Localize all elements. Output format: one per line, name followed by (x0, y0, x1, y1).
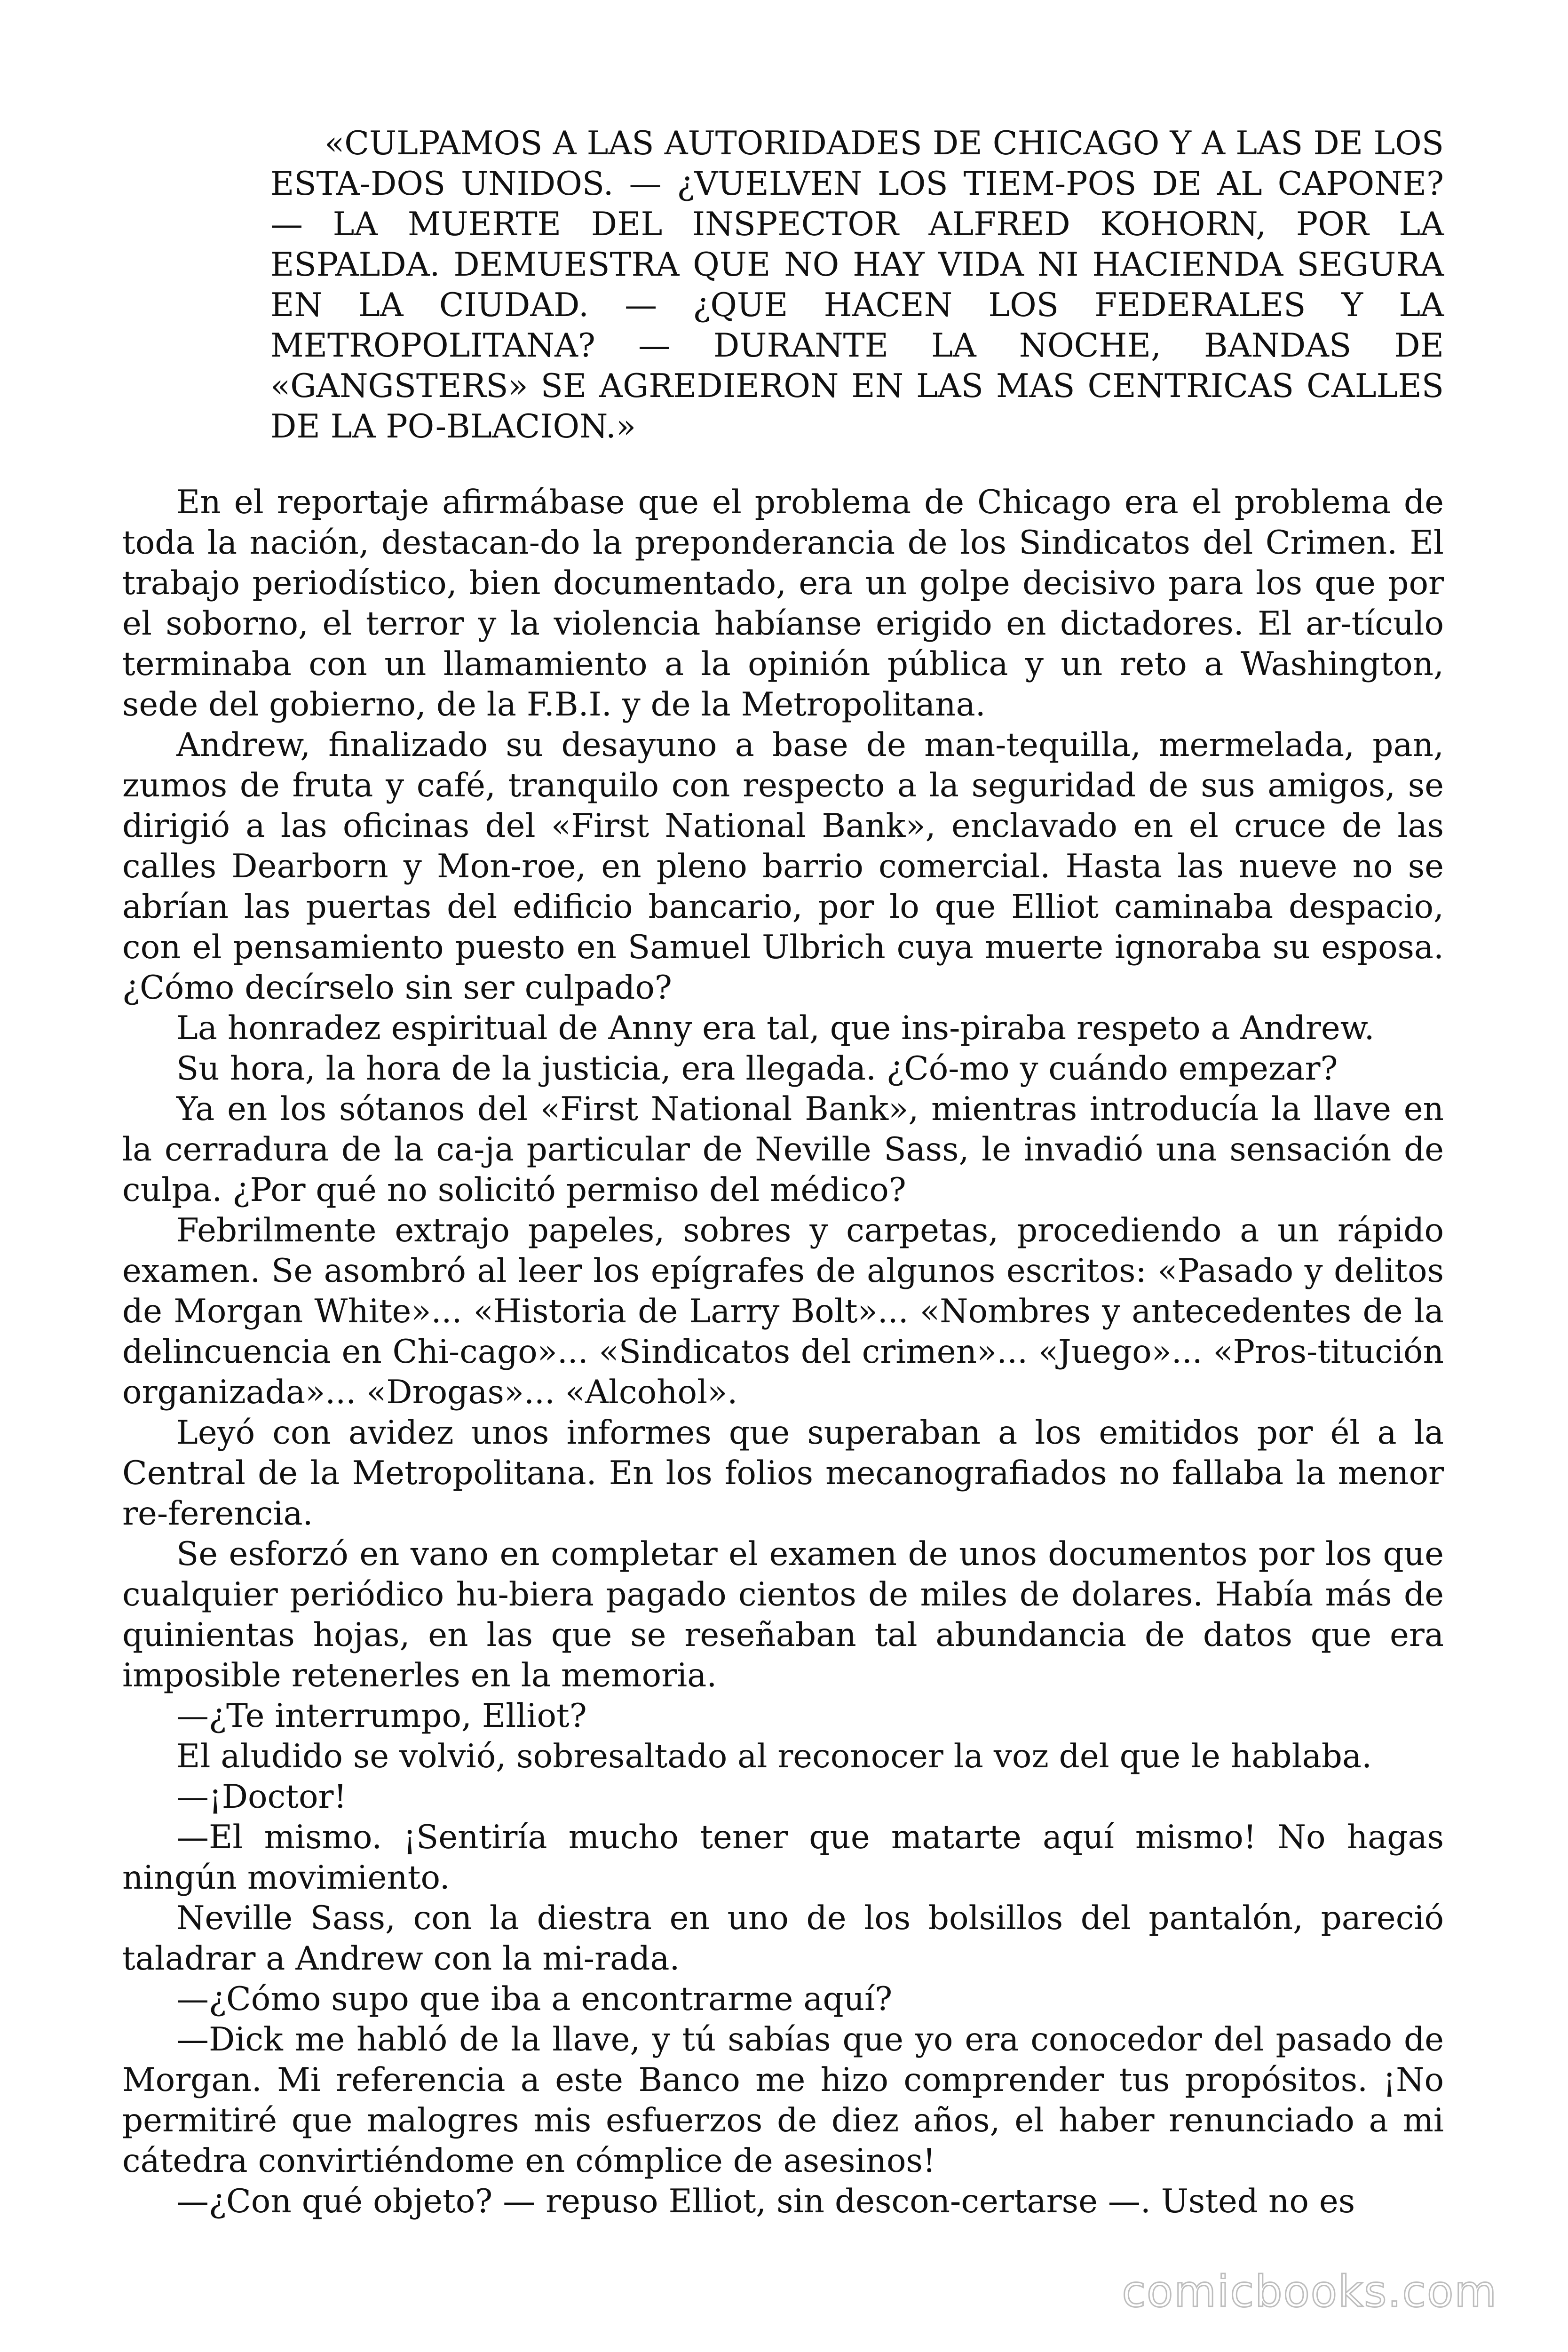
paragraph: El aludido se volvió, sobresaltado al reconocer la voz del que le hablaba. (176, 1738, 1372, 1775)
paragraph: En el reportaje afirmábase que el problema de Chicago era el problema de toda la nación, destacan-do la preponderancia de los Sindicatos del Crimen. El trabajo periodístico, bien documentado, era un golpe decisivo para los que por el soborno, el terror y la violencia habíanse erigido en dictadores. El ar-tículo terminaba con un llamamiento a la opinión pública y un reto a Washington, sede del gobierno, de la F.B.I. y de la Metropolitana. (122, 484, 1444, 723)
watermark: comicbooks.com (1122, 2266, 1497, 2317)
dialogue-line: —¿Cómo supo que iba a encontrarme aquí? (176, 1980, 893, 2018)
dialogue-line: —Dick me habló de la llave, y tú sabías que yo era conocedor del pasado de Morgan. Mi referencia a este Banco me hizo comprender tus propósitos. ¡No permitiré que malogres mis esfuerzos de diez años, el haber renunciado a mi cátedra convirtiéndome en cómplice de asesinos! (122, 2021, 1444, 2180)
paragraph: Ya en los sótanos del «First National Bank», mientras introducía la llave en la cerradura de la ca-ja particular de Neville Sass, le invadió una sensación de culpa. ¿Por qué no solicitó permiso del médico? (122, 1090, 1444, 1209)
paragraph: Neville Sass, con la diestra en uno de los bolsillos del pantalón, pareció taladrar a Andrew con la mi-rada. (122, 1899, 1444, 1978)
newspaper-headline-quote: «CULPAMOS A LAS AUTORIDADES DE CHICAGO Y A LAS DE LOS ESTA-DOS UNIDOS. — ¿VUELVEN LOS TIEM-POS DE AL CAPONE? — LA MUERTE DEL INSPECTOR ALFRED KOHORN, POR LA ESPALDA. DEMUESTRA QUE NO HAY VIDA NI HACIENDA SEGURA EN LA CIUDAD. — ¿QUE HACEN LOS FEDERALES Y LA METROPOLITANA? — DURANTE LA NOCHE, BANDAS DE «GANGSTERS» SE AGREDIERON EN LAS MAS CENTRICAS CALLES DE LA PO-BLACION.» (270, 125, 1444, 445)
dialogue-line: —¡Doctor! (176, 1778, 347, 1816)
dialogue-line: —¿Con qué objeto? — repuso Elliot, sin descon-certarse —. Usted no es (176, 2183, 1355, 2220)
paragraph: Febrilmente extrajo papeles, sobres y carpetas, procediendo a un rápido examen. Se asombró al leer los epígrafes de algunos escritos: «Pasado y delitos de Morgan White»... «Historia de Larry Bolt»... «Nombres y antecedentes de la delincuencia en Chi-cago»... «Sindicatos del crimen»... «Juego»... «Pros-titución organizada»... «Drogas»... «Alcohol». (122, 1212, 1444, 1411)
dialogue-line: —El mismo. ¡Sentiría mucho tener que matarte aquí mismo! No hagas ningún movimiento. (122, 1819, 1444, 1897)
dialogue-line: —¿Te interrumpo, Elliot? (176, 1697, 587, 1735)
paragraph: Se esforzó en vano en completar el examen de unos documentos por los que cualquier periódico hu-biera pagado cientos de miles de dolares. Había más de quinientas hojas, en las que se reseñaban tal abundancia de datos que era imposible retenerles en la memoria. (122, 1535, 1444, 1694)
paragraph: La honradez espiritual de Anny era tal, que ins-piraba respeto a Andrew. (176, 1009, 1375, 1047)
paragraph: Su hora, la hora de la justicia, era llegada. ¿Có-mo y cuándo empezar? (176, 1050, 1338, 1088)
paragraph: Leyó con avidez unos informes que superaban a los emitidos por él a la Central de la Metropolitana. En los folios mecanografiados no fallaba la menor re-ferencia. (122, 1414, 1444, 1533)
paragraph: Andrew, finalizado su desayuno a base de man-tequilla, mermelada, pan, zumos de fruta y café, tranquilo con respecto a la seguridad de sus amigos, se dirigió a las oficinas del «First National Bank», enclavado en el cruce de las calles Dearborn y Mon-roe, en pleno barrio comercial. Hasta las nueve no se abrían las puertas del edificio bancario, por lo que Elliot caminaba despacio, con el pensamiento puesto en Samuel Ulbrich cuya muerte ignoraba su esposa. ¿Cómo decírselo sin ser culpado? (122, 726, 1444, 1007)
body-text (122, 482, 1444, 2222)
